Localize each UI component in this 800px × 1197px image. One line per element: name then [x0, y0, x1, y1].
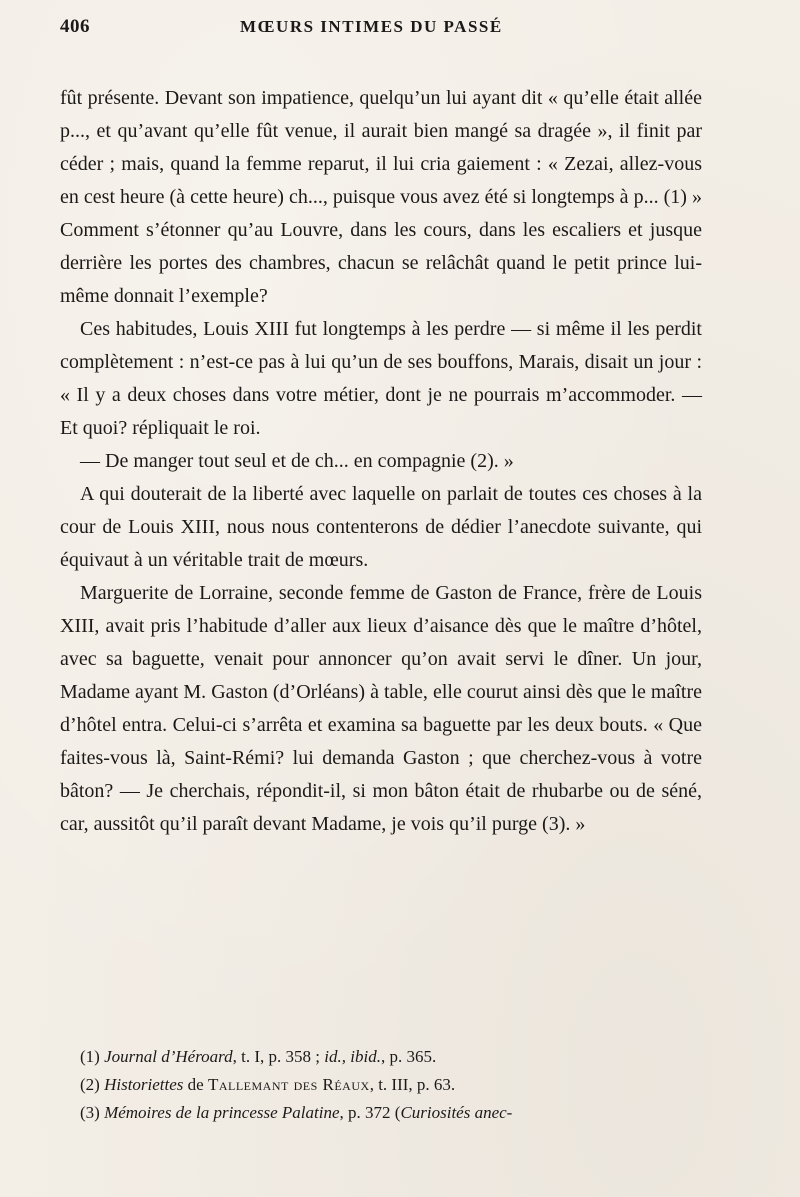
paragraph: Marguerite de Lorraine, seconde femme de Gaston de France, frère de Louis XIII, avait pris l’habitude d’aller aux lieux d’aisance dès que le maître d’hôtel, avec sa baguette, venait pour annoncer qu’on avait servi le dîner. Un jour, Madame ayant M. Gaston (d’Orléans) à table, elle courut ainsi dès que le maître d’hôtel entra. Celui-ci s’arrêta et examina sa baguette par les deux bouts. « Que faites-vous là, Saint-Rémi? lui demanda Gaston ; que cherchez-vous à votre bâton? — Je cherchais, répondit-il, si mon bâton était de rhubarbe ou de séné, car, aussitôt qu’il paraît devant Madame, je vois qu’il purge (3). » [60, 582, 702, 835]
footnote-number: (3) [80, 1103, 100, 1122]
footnote-number: (1) [80, 1047, 100, 1066]
footnote-3 [60, 1099, 702, 1127]
footnote-text: , p. 365. [380, 1047, 437, 1066]
page-header [60, 16, 700, 46]
footnote-author: Tallemant des Réaux [207, 1075, 370, 1094]
footnotes [60, 1043, 702, 1127]
footnote-text: , t. I, p. 358 ; [232, 1047, 325, 1066]
footnote-title: id., ibid. [324, 1047, 381, 1066]
footnote-2 [60, 1071, 702, 1099]
footnote-title: Mémoires de la princesse Palatine [104, 1103, 340, 1122]
paragraph: A qui douterait de la liberté avec laquelle on parlait de toutes ces choses à la cour de Louis XIII, nous nous contenterons de dédier l’anecdote suivante, qui équivaut à un véritable trait de mœurs. [60, 483, 702, 571]
running-head: MŒURS INTIMES DU PASSÉ [240, 17, 503, 36]
footnote-title: Curiosités anec- [400, 1103, 513, 1122]
page-number: 406 [60, 16, 90, 37]
footnote-title: Journal d’Héroard [104, 1047, 233, 1066]
paragraph: Ces habitudes, Louis XIII fut longtemps à les perdre — si même il les perdit complètement : n’est-ce pas à lui qu’un de ses bouffons, Marais, disait un jour : « Il y a deux choses dans votre métier, dont je ne pourrais m’accommoder. — Et quoi? répliquait le roi. [60, 318, 702, 439]
paragraph: — De manger tout seul et de ch... en compagnie (2). » [80, 450, 514, 472]
footnote-title: Historiettes [104, 1075, 184, 1094]
footnote-text: , p. 372 ( [339, 1103, 401, 1122]
footnote-1 [60, 1043, 702, 1071]
footnote-number: (2) [80, 1075, 100, 1094]
footnote-text: , t. III, p. 63. [369, 1075, 456, 1094]
body-text [60, 82, 702, 841]
paragraph: fût présente. Devant son impatience, quelqu’un lui ayant dit « qu’elle était allée p..., et qu’avant qu’elle fût venue, il aurait bien mangé sa dragée », il finit par céder ; mais, quand la femme reparut, il lui cria gaiement : « Zezai, allez-vous en cest heure (à cette heure) ch..., puisque vous avez été si longtemps à p... (1) » Comment s’étonner qu’au Louvre, dans les cours, dans les escaliers et jusque derrière les portes des chambres, chacun se relâchât quand le petit prince lui-même donnait l’exemple? [60, 87, 702, 307]
footnote-text: de [183, 1075, 208, 1094]
